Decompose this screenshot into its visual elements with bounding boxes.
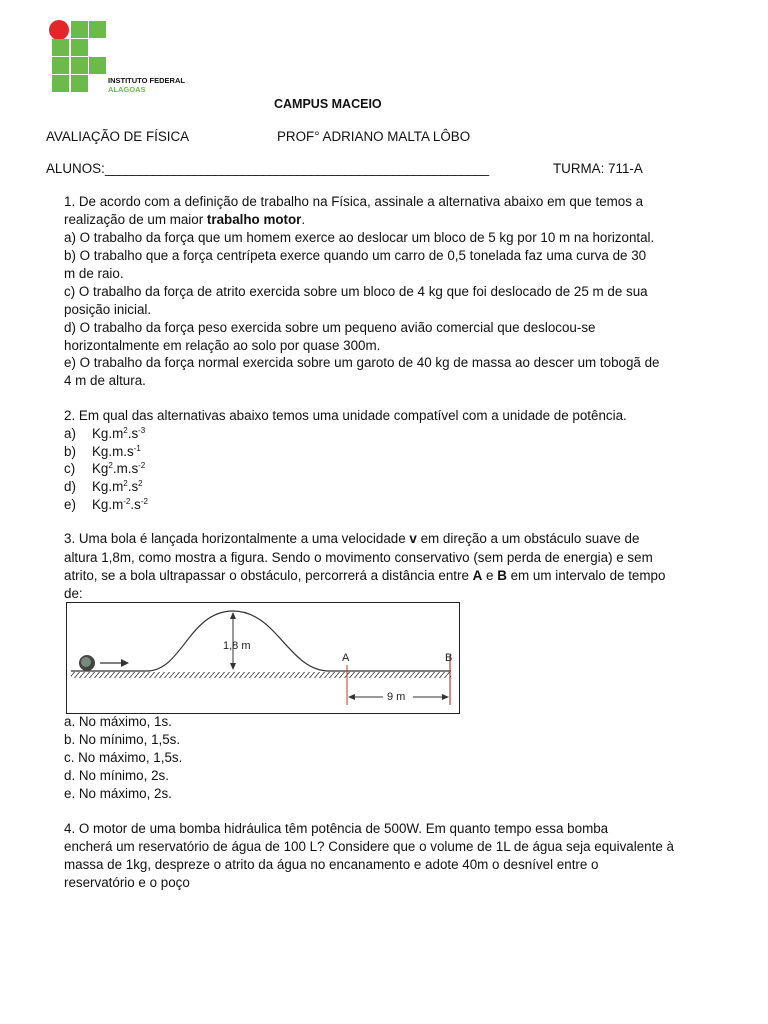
q2-option-c: c) $Kg^2.m.s^{-2}$ (64, 461, 146, 476)
q3-option-b: b. No mínimo, 1,5s. (64, 732, 181, 747)
q1-option-c-cont: posição inicial. (64, 302, 152, 317)
q1-option-a: a) O trabalho da força que um homem exerce ao deslocar um bloco de 5 kg por 10 m na horizontal. (64, 230, 655, 245)
q1-option-e: e) O trabalho da força normal exercida sobre um garoto de 40 kg de massa ao descer um tobogã de (64, 355, 660, 370)
assessment-title: AVALIAÇÃO DE FÍSICA (46, 129, 190, 144)
distance-label: 9 m (387, 691, 406, 703)
students-blank: ________________________________________________________ (105, 161, 489, 176)
logo-square (89, 21, 106, 38)
logo-square (71, 21, 88, 38)
q2-option-d: d) $Kg.m^2.s^2$ (64, 479, 143, 494)
q3-stem-line4: de: (64, 586, 83, 601)
q1-option-d: d) O trabalho da força peso exercida sobre um pequeno avião comercial que deslocou-se (64, 320, 596, 335)
q2-option-b: b) $Kg.m.s^{-1}$ (64, 444, 141, 459)
institute-name: INSTITUTO FEDERAL (108, 76, 185, 85)
q2-option-a: a) $Kg.m^2.s^{-3}$ (64, 426, 146, 441)
q3-option-e: e. No máximo, 2s. (64, 786, 172, 801)
q2-stem: 2. Em qual das alternativas abaixo temos uma unidade compatível com a unidade de potência. (64, 408, 627, 423)
teacher-name: PROF° ADRIANO MALTA LÔBO (277, 129, 471, 144)
q1-option-c: c) O trabalho da força de atrito exercida sobre um bloco de 4 kg que foi deslocado de 25 m de sua (64, 284, 648, 299)
q1-stem-line2: realização de um maior trabalho motor. (64, 212, 306, 227)
obstacle-figure (66, 602, 460, 714)
q1-option-b-cont: m de raio. (64, 266, 124, 281)
height-label: 1,8 m (223, 640, 251, 652)
institute-state: ALAGOAS (108, 85, 146, 94)
logo-square (52, 39, 69, 56)
q4-stem-line4: reservatório e o poço (64, 875, 190, 890)
q1-option-d-cont: horizontalmente em relação ao solo por quase 300m. (64, 338, 381, 353)
campus-title: CAMPUS MACEIO (274, 97, 382, 111)
q3-stem-line3: atrito, se a bola ultrapassar o obstáculo, percorrerá a distância entre A e B em um intervalo de tempo (64, 568, 666, 583)
q3-stem-line1: 3. Uma bola é lançada horizontalmente a uma velocidade v em direção a um obstáculo suave de (64, 531, 640, 546)
q4-stem-line3: massa de 1kg, despreze o atrito da água no encanamento e adote 40m o desnível entre o (64, 857, 599, 872)
point-a-label: A (342, 652, 350, 664)
logo-square (71, 39, 88, 56)
logo-square (89, 57, 106, 74)
point-b-label: B (445, 652, 453, 664)
q1-option-b: b) O trabalho que a força centrípeta exerce quando um carro de 0,5 tonelada faz uma curva de 30 (64, 248, 647, 263)
logo-square (71, 75, 88, 92)
students-label: ALUNOS: (46, 161, 105, 176)
q3-stem-line2: altura 1,8m, como mostra a figura. Sendo o movimento conservativo (sem perda de energia) e sem (64, 550, 653, 565)
logo-square (52, 57, 69, 74)
q2-option-e: e) $Kg.m^{-2}.s^{-2}$ (64, 497, 148, 512)
q1-stem-line1: 1. De acordo com a definição de trabalho na Física, assinale a alternativa abaixo em que temos a (64, 194, 644, 209)
ground-hatch (71, 672, 451, 678)
logo-square (71, 57, 88, 74)
q4-stem-line1: 4. O motor de uma bomba hidráulica têm potência de 500W. Em quanto tempo essa bomba (64, 821, 609, 836)
logo-square (52, 75, 69, 92)
q3-option-a: a. No máximo, 1s. (64, 714, 172, 729)
q3-option-d: d. No mínimo, 2s. (64, 768, 169, 783)
logo-red-dot (49, 20, 69, 40)
q4-stem-line2: encherá um reservatório de água de 100 L? Considere que o volume de 1L de água seja equivalente à (64, 839, 674, 854)
ground-profile (71, 611, 451, 671)
figure-drawing (67, 603, 459, 713)
q3-option-c: c. No máximo, 1,5s. (64, 750, 183, 765)
class-label: TURMA: 711-A (553, 161, 643, 176)
q1-option-e-cont: 4 m de altura. (64, 373, 146, 388)
